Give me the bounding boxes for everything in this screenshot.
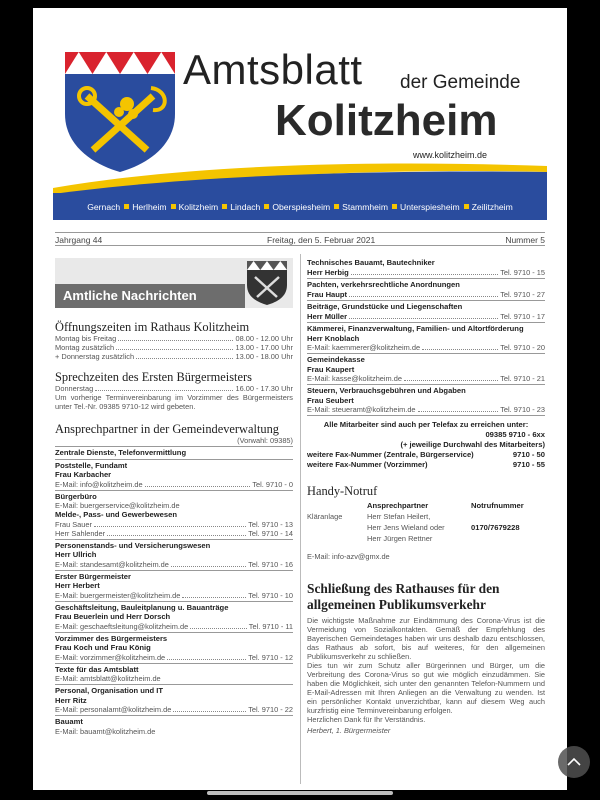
closure-signature: Herbert, 1. Bürgermeister <box>307 726 391 735</box>
title-amtsblatt: Amtsblatt <box>183 46 363 93</box>
website-link[interactable]: www.kolitzheim.de <box>413 150 488 160</box>
contact-koch: Frau Koch und Frau König <box>55 643 151 652</box>
contact-row: Frau Haupt Tel. 9710 - 27 <box>307 289 545 299</box>
contact-row: E-Mail: kaemmerer@kolitzheim.de Tel. 9710 - 20 <box>307 343 545 352</box>
contact-row: E-Mail: kasse@kolitzheim.de Tel. 9710 - 21 <box>307 374 545 383</box>
mail-bauamt: E-Mail: bauamt@kolitzheim.de <box>55 726 156 736</box>
banner-title: Amtliche Nachrichten <box>55 284 245 308</box>
contact-row: Frau Sauer Tel. 9710 - 13 <box>55 519 293 529</box>
contact-ritz: Herr Ritz <box>55 695 87 705</box>
contact-row: E-Mail: info@kolitzheim.de Tel. 9710 - 0 <box>55 479 293 489</box>
handy-person: Herr Jens Wieland oder <box>367 523 445 532</box>
mayor-hours-title: Sprechzeiten des Ersten Bürgermeisters <box>55 370 252 384</box>
handy-col1: Ansprechpartner <box>367 501 429 510</box>
village-bar <box>53 193 547 220</box>
issue-date: Freitag, den 5. Februar 2021 <box>267 235 376 245</box>
title-town: Kolitzheim <box>275 96 498 145</box>
closure-paragraph: Herzlichen Dank für Ihr Verständnis. <box>307 715 426 724</box>
handy-number: 0170/7679228 <box>471 523 520 532</box>
mayor-hours-row: Donnerstag 16.00 - 17.30 Uhr <box>55 384 293 393</box>
dept-beitraege: Beiträge, Grundstücke und Liegenschaften <box>307 302 463 311</box>
dept-melde: Melde-, Pass- und Gewerbewesen <box>55 510 177 519</box>
opening-hours-title: Öffnungszeiten im Rathaus Kolitzheim <box>55 320 250 334</box>
village-item: Zeilitzheim <box>460 202 513 212</box>
contact-herbert: Herr Herbert <box>55 581 100 590</box>
issue-number: Nummer 5 <box>505 235 545 245</box>
newsletter-page <box>33 8 567 790</box>
dept-personal: Personal, Organisation und IT <box>55 686 164 695</box>
handy-person: Herr Jürgen Rettner <box>367 534 433 543</box>
contacts-title: Ansprechpartner in der Gemeindeverwaltung <box>55 422 279 436</box>
dept-geschaeft: Geschäftsleitung, Bauleitplanung u. Bauanträge <box>55 602 229 612</box>
opening-row: Montag zusätzlich 13.00 - 17.00 Uhr <box>55 343 293 352</box>
column-divider <box>300 254 301 784</box>
village-item: Lindach <box>218 202 260 212</box>
dept-buergerbuero: Bürgerbüro <box>55 491 97 501</box>
contact-row: E-Mail: vorzimmer@kolitzheim.de Tel. 9710 - 12 <box>55 652 293 662</box>
contact-row: Herr Herbig Tel. 9710 - 15 <box>307 267 545 277</box>
village-item: Gernach <box>87 201 121 212</box>
fax-row: weitere Fax-Nummer (Vorzimmer) 9710 - 55 <box>307 460 545 469</box>
handy-row-label: Kläranlage <box>307 512 343 521</box>
fax-main: 09385 9710 - 6xx <box>485 430 545 439</box>
right-column <box>307 258 545 735</box>
closure-title: Schließung des Rathauses für den allgemeinen Publikumsverkehr <box>307 581 500 612</box>
issue-volume: Jahrgang 44 <box>55 235 103 245</box>
chevron-up-icon <box>567 757 581 767</box>
mail-texte: E-Mail: amtsblatt@kolitzheim.de <box>55 674 161 683</box>
handy-title: Handy-Notruf <box>307 484 378 498</box>
mail-buergerbuero: E-Mail: buergerservice@kolitzheim.de <box>55 501 180 510</box>
contact-row: Herr Müller Tel. 9710 - 17 <box>307 311 545 321</box>
scroll-to-top-button[interactable] <box>558 746 590 778</box>
section-banner <box>55 258 293 308</box>
fax-note: (+ jeweilige Durchwahl des Mitarbeiters) <box>400 440 545 449</box>
contact-row: E-Mail: buergermeister@kolitzheim.de Tel. 9710 - 10 <box>55 590 293 600</box>
dept-kasse: Gemeindekasse <box>307 355 365 364</box>
dept-technisch: Technisches Bauamt, Bautechniker <box>307 258 435 267</box>
contact-knoblach: Herr Knoblach <box>307 333 360 343</box>
phone-prefix: (Vorwahl: 09385) <box>237 436 293 445</box>
contact-row: E-Mail: standesamt@kolitzheim.de Tel. 9710 - 16 <box>55 559 293 569</box>
issue-meta <box>55 232 545 246</box>
header-swoosh <box>53 158 547 198</box>
contact-row: Herr Sahlender Tel. 9710 - 14 <box>55 528 293 538</box>
dept-steuern: Steuern, Verbrauchsgebühren und Abgaben <box>307 386 466 395</box>
dept-texte: Texte für das Amtsblatt <box>55 664 139 674</box>
dept-standesamt: Personenstands- und Versicherungswesen <box>55 540 211 550</box>
left-column <box>55 258 293 736</box>
contact-kaupert: Frau Kaupert <box>307 364 355 374</box>
contact-row: E-Mail: geschaeftsleitung@kolitzheim.de Tel. 9710 - 11 <box>55 621 293 631</box>
opening-row: Montag bis Freitag 08.00 - 12.00 Uhr <box>55 334 293 343</box>
village-item: Unterspiesheim <box>388 202 460 212</box>
village-item: Kolitzheim <box>167 202 219 212</box>
opening-row: + Donnerstag zusätzlich 13.00 - 18.00 Uhr <box>55 352 293 361</box>
handy-table <box>307 498 545 552</box>
closure-paragraph: Die wichtigste Maßnahme zur Eindämmung des Corona-Virus ist die Vermeidung von Sozialkontakten. Gemäß der Empfehlung des Bayerischen Gemeindetages haben wir uns deshalb dazu entschlossen, das Rathaus ab sofort, bis auf weiteres, für den allgemeinen Publikumsverkehr zu schließen. <box>307 616 545 661</box>
coat-of-arms-icon <box>65 52 175 172</box>
handy-person: Herr Stefan Heilert, <box>367 512 431 521</box>
dept-vorzimmer: Vorzimmer des Bürgermeisters <box>55 633 168 643</box>
contact-row: E-Mail: personalamt@kolitzheim.de Tel. 9710 - 22 <box>55 705 293 714</box>
dept-erster: Erster Bürgermeister <box>55 571 131 581</box>
dept-poststelle: Poststelle, Fundamt <box>55 460 128 470</box>
contact-beuerlein: Frau Beuerlein und Herr Dorsch <box>55 612 171 621</box>
fax-row: weitere Fax-Nummer (Zentrale, Bürgerservice) 9710 - 50 <box>307 450 545 459</box>
contact-ullrich: Herr Ullrich <box>55 550 97 559</box>
contact-seubert: Frau Seubert <box>307 395 354 405</box>
contact-karbacher: Frau Karbacher <box>55 470 112 479</box>
handy-mail: E-Mail: info-azv@gmx.de <box>307 552 390 561</box>
dept-kaemmerei: Kämmerei, Finanzverwaltung, Familien- und Altortförderung <box>307 324 524 333</box>
village-item: Herlheim <box>120 202 166 212</box>
dept-bauamt: Bauamt <box>55 717 83 726</box>
village-item: Stammheim <box>330 202 388 212</box>
mayor-hours-text: Um vorherige Terminvereinbarung im Vorzimmer des Bürgermeisters unter Tel.-Nr. 09385 9710-12 wird gebeten. <box>55 393 293 411</box>
dept-central: Zentrale Dienste, Telefonvermittlung <box>55 448 187 457</box>
title-der-gemeinde: der Gemeinde <box>400 72 521 93</box>
home-indicator[interactable] <box>207 791 393 795</box>
fax-intro: Alle Mitarbeiter sind auch per Telefax zu erreichen unter: <box>323 420 529 429</box>
handy-col2: Notrufnummer <box>471 501 524 510</box>
contact-row: E-Mail: steueramt@kolitzheim.de Tel. 9710 - 23 <box>307 405 545 414</box>
village-item: Oberspiesheim <box>260 202 330 212</box>
mini-crest-icon <box>247 261 287 305</box>
dept-pachten: Pachten, verkehrsrechtliche Anordnungen <box>307 280 460 289</box>
closure-paragraph: Dies tun wir zum Schutz aller Bürgerinnen und Bürger, um die Verbreitung des Corona-Virus so gut wie möglich einzudämmen. Sie haben die Möglichkeit, sich unter den genannten Telefon-Nummern und E-Mail-Adressen mit Ihren Anliegen an die Verwaltung zu wenden. Ist ein persönlicher Kontakt unverzichtbar, kann auf diesem Weg auch kurzfristig eine Terminvereinbarung erfolgen. <box>307 661 545 715</box>
